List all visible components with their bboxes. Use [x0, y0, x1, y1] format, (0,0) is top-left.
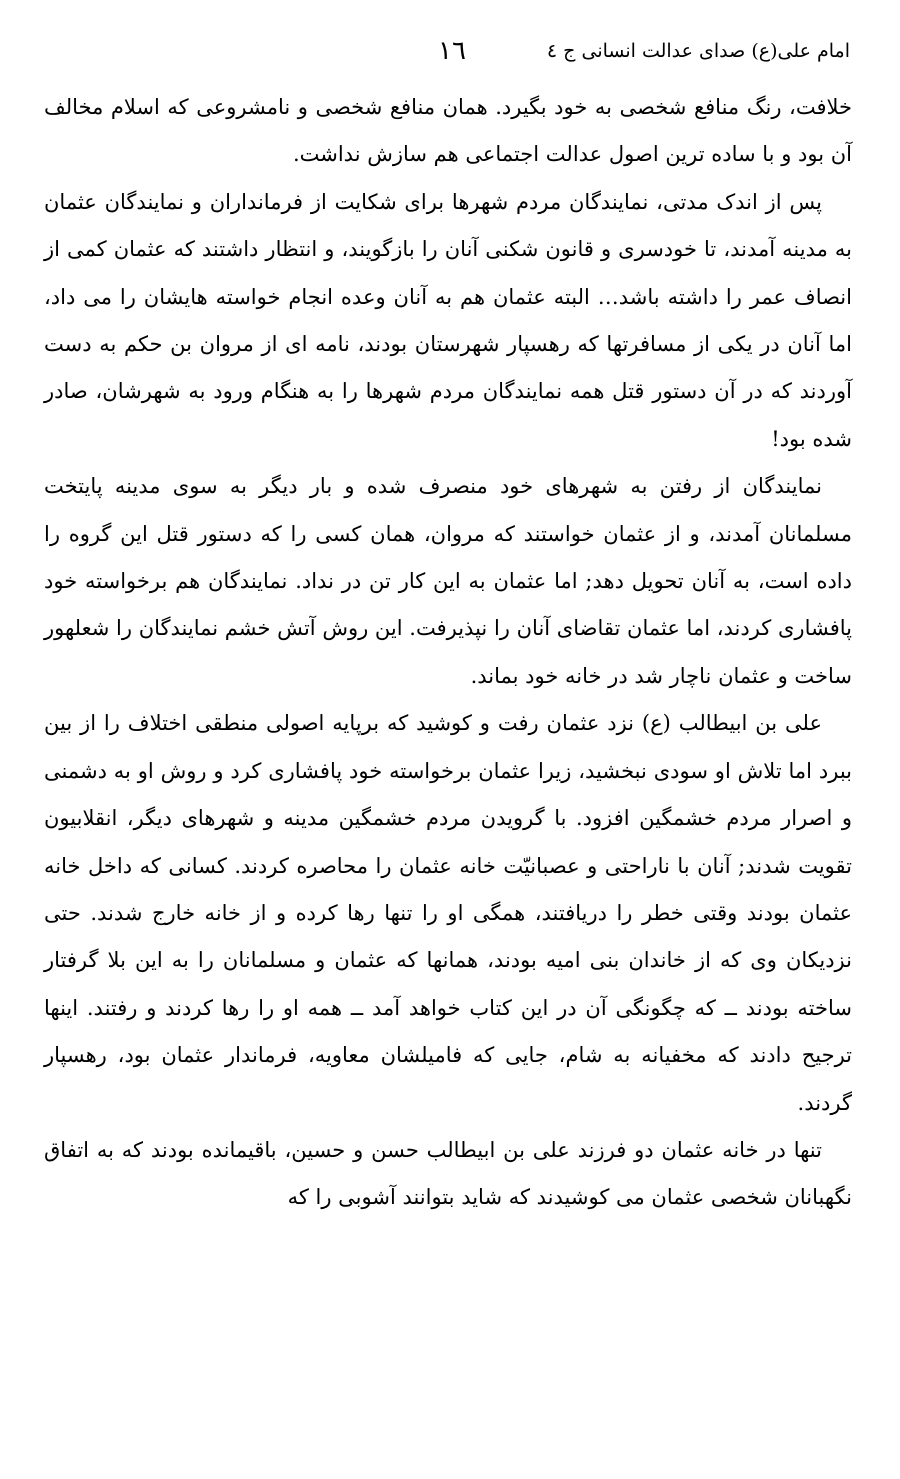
paragraph: علی بن ابیطالب (ع) نزد عثمان رفت و کوشید که برپایه اصولی منطقی اختلاف را از بین ببرد اما تلاش او سودی نبخشید، زیرا عثمان برخواسته خود پافشاری کرد و روش او به دشمنی و اصرار مردم خشمگین افزود. با گرویدن مردم خشمگین مدینه و شهرهای دیگر، انقلابیون تقویت شدند; آنان با ناراحتی و عصبانیّت خانه عثمان را محاصره کردند. کسانی که داخل خانه عثمان بودند وقتی خطر را دریافتند، همگی او را تنها رها کرده و از خانه خارج شدند. حتی نزدیکان وی که از خاندان بنی امیه بودند، همانها که عثمان و مسلمانان را به این بلا گرفتار ساخته بودند ــ که چگونگی آن در این کتاب خواهد آمد ــ همه او را رها کردند و رفتند. اینها ترجیح دادند که مخفیانه به شام، جایی که فامیلشان معاویه، فرماندار عثمان بود، رهسپار گردند. [44, 711, 852, 1115]
paragraph-continuation: خلافت، رنگ منافع شخصی به خود بگیرد. همان منافع شخصی و نامشروعی که اسلام مخالف آن بود و با ساده ترین اصول عدالت اجتماعی هم سازش نداشت. [44, 95, 852, 167]
paragraph: پس از اندک مدتی، نمایندگان مردم شهرها برای شکایت از فرمانداران و نمایندگان عثمان به مدینه آمدند، تا خودسری و قانون شکنی آنان را بازگویند، و انتظار داشتند که عثمان کمی از انصاف عمر را داشته باشد… البته عثمان هم به آنان وعده انجام خواسته هایشان را می داد، اما آنان در یکی از مسافرتها که رهسپار شهرستان بودند، نامه ای از مروان بن حکم به دست آوردند که در آن دستور قتل همه نمایندگان مردم شهرها را به هنگام ورود به شهرشان، صادر شده بود! [44, 189, 852, 451]
running-title: امام علی(ع) صدای عدالت انسانی ج ٤ [546, 40, 850, 62]
page-number: ١٦ [438, 36, 466, 66]
body-text [44, 84, 852, 1222]
paragraph: تنها در خانه عثمان دو فرزند علی بن ابیطالب حسن و حسین، باقیمانده بودند که به اتفاق نگهبانان شخصی عثمان می کوشیدند که شاید بتوانند آشوبی را که [44, 1137, 852, 1210]
paragraph: نمایندگان از رفتن به شهرهای خود منصرف شده و بار دیگر به سوی مدینه پایتخت مسلمانان آمدند، و از عثمان خواستند که مروان، همان کسی را که دستور قتل این گروه را داده است، به آنان تحویل دهد; اما عثمان به این کار تن در نداد. نمایندگان هم برخواسته خود پافشاری کردند، اما عثمان تقاضای آنان را نپذیرفت. این روش آتش خشم نمایندگان را شعلهور ساخت و عثمان ناچار شد در خانه خود بماند. [44, 474, 852, 688]
page-header [40, 36, 860, 70]
